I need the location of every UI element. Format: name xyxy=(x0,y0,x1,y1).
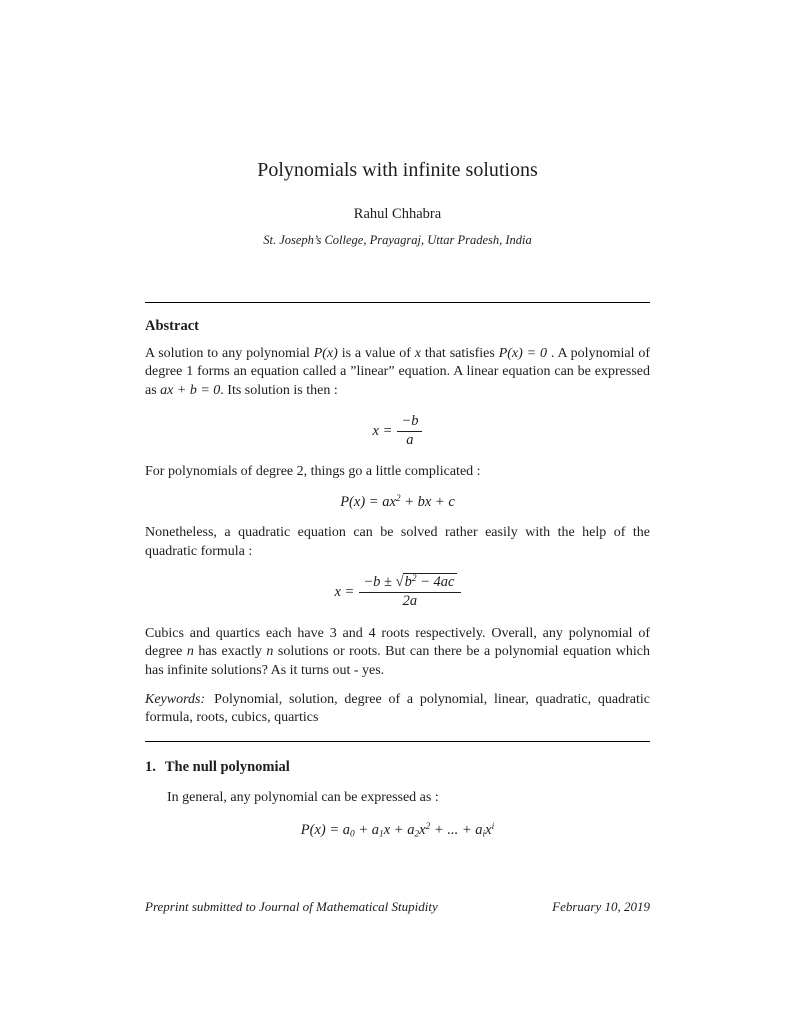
text-run: − 4ac xyxy=(416,574,455,591)
inline-math: ax + b = 0 xyxy=(160,382,221,398)
superscript: 2 xyxy=(425,822,431,833)
fraction-denominator: a xyxy=(397,431,422,450)
text-run: P(x) = ax xyxy=(340,494,396,511)
paper-content xyxy=(145,0,650,852)
abstract-bottom-rule xyxy=(145,741,650,742)
subscript: 2 xyxy=(414,829,420,840)
text-run: is a value of xyxy=(337,346,415,361)
keywords-paragraph xyxy=(145,691,650,728)
equation-quadratic-formula xyxy=(145,574,650,610)
text-run: x xyxy=(485,822,492,839)
equation-body xyxy=(340,494,455,511)
fraction-numerator xyxy=(359,574,460,592)
equation-body xyxy=(301,822,494,839)
abstract-paragraph-1 xyxy=(145,345,650,400)
text-run: −b ± xyxy=(363,574,396,591)
author-name: Rahul Chhabra xyxy=(353,206,442,222)
inline-math: n xyxy=(186,644,194,660)
superscript: 2 xyxy=(395,494,401,505)
abstract-paragraph-2: For polynomials of degree 2, things go a little complicated : xyxy=(145,463,481,479)
sqrt-icon: √ xyxy=(395,574,404,591)
fraction-numerator: −b xyxy=(401,413,419,430)
fraction-denominator: 2a xyxy=(359,592,460,611)
text-run: x xyxy=(419,822,426,839)
inline-math: P(x) xyxy=(313,346,338,361)
section-heading xyxy=(145,759,650,776)
inline-math: n xyxy=(266,644,274,660)
inline-math: P(x) = 0 xyxy=(498,346,547,361)
keywords-label: Keywords: xyxy=(145,691,206,707)
text-run: Cubics and quartics each have 3 and 4 roots respectively. Overall, any polynomial of degree xyxy=(145,625,650,660)
superscript: i xyxy=(491,822,495,833)
page-footer xyxy=(145,899,650,915)
footer-preprint-note: Preprint submitted to Journal of Mathematical Stupidity xyxy=(145,899,438,914)
section-title: The null polynomial xyxy=(164,758,290,775)
text-run: + ... + a xyxy=(430,822,483,839)
equation-lhs: x = xyxy=(372,423,393,440)
text-run: that satisfies xyxy=(420,346,499,361)
fraction xyxy=(359,574,460,610)
text-run: + bx + c xyxy=(400,494,455,511)
equation-lhs: x = xyxy=(334,583,355,600)
abstract-top-rule xyxy=(145,302,650,303)
footer-date: February 10, 2019 xyxy=(552,899,650,914)
text-run: A solution to any polynomial xyxy=(145,346,314,361)
text-run: x + a xyxy=(383,822,415,839)
radicand xyxy=(403,573,457,590)
keywords-text: Polynomial, solution, degree of a polynomial, linear, quadratic, quadratic formula, roots, cubics, quartics xyxy=(145,691,650,726)
abstract-heading: Abstract xyxy=(145,318,199,334)
text-run: . A polynomial of degree 1 forms an equation called a ”linear” equation. A linear equation can be expressed as xyxy=(145,346,650,398)
section-paragraph-1: In general, any polynomial can be expressed as : xyxy=(167,789,439,805)
abstract-paragraph-4 xyxy=(145,625,650,680)
author-affiliation: St. Joseph’s College, Prayagraj, Uttar Pradesh, India xyxy=(263,233,532,247)
superscript: 2 xyxy=(411,574,417,585)
equation-linear-solution xyxy=(145,413,650,449)
text-run: has exactly xyxy=(193,644,267,660)
equation-general-polynomial xyxy=(145,822,650,839)
text-run: solutions or roots. But can there be a polynomial equation which has infinite solutions? As it turns out - yes. xyxy=(145,644,650,678)
text-run: b xyxy=(404,574,412,591)
subscript: i xyxy=(482,829,486,840)
fraction xyxy=(397,413,422,449)
paper-title: Polynomials with infinite solutions xyxy=(257,159,538,181)
text-run: . Its solution is then : xyxy=(220,382,338,398)
equation-quadratic-polynomial xyxy=(145,494,650,511)
inline-math: x xyxy=(414,346,421,361)
subscript: 0 xyxy=(350,829,355,840)
abstract-paragraph-3: Nonetheless, a quadratic equation can be solved rather easily with the help of the quadratic formula : xyxy=(145,525,650,559)
text-run: P(x) = a xyxy=(300,822,351,839)
text-run: + a xyxy=(354,822,380,839)
subscript: 1 xyxy=(379,829,384,840)
section-number: 1. xyxy=(145,758,156,775)
